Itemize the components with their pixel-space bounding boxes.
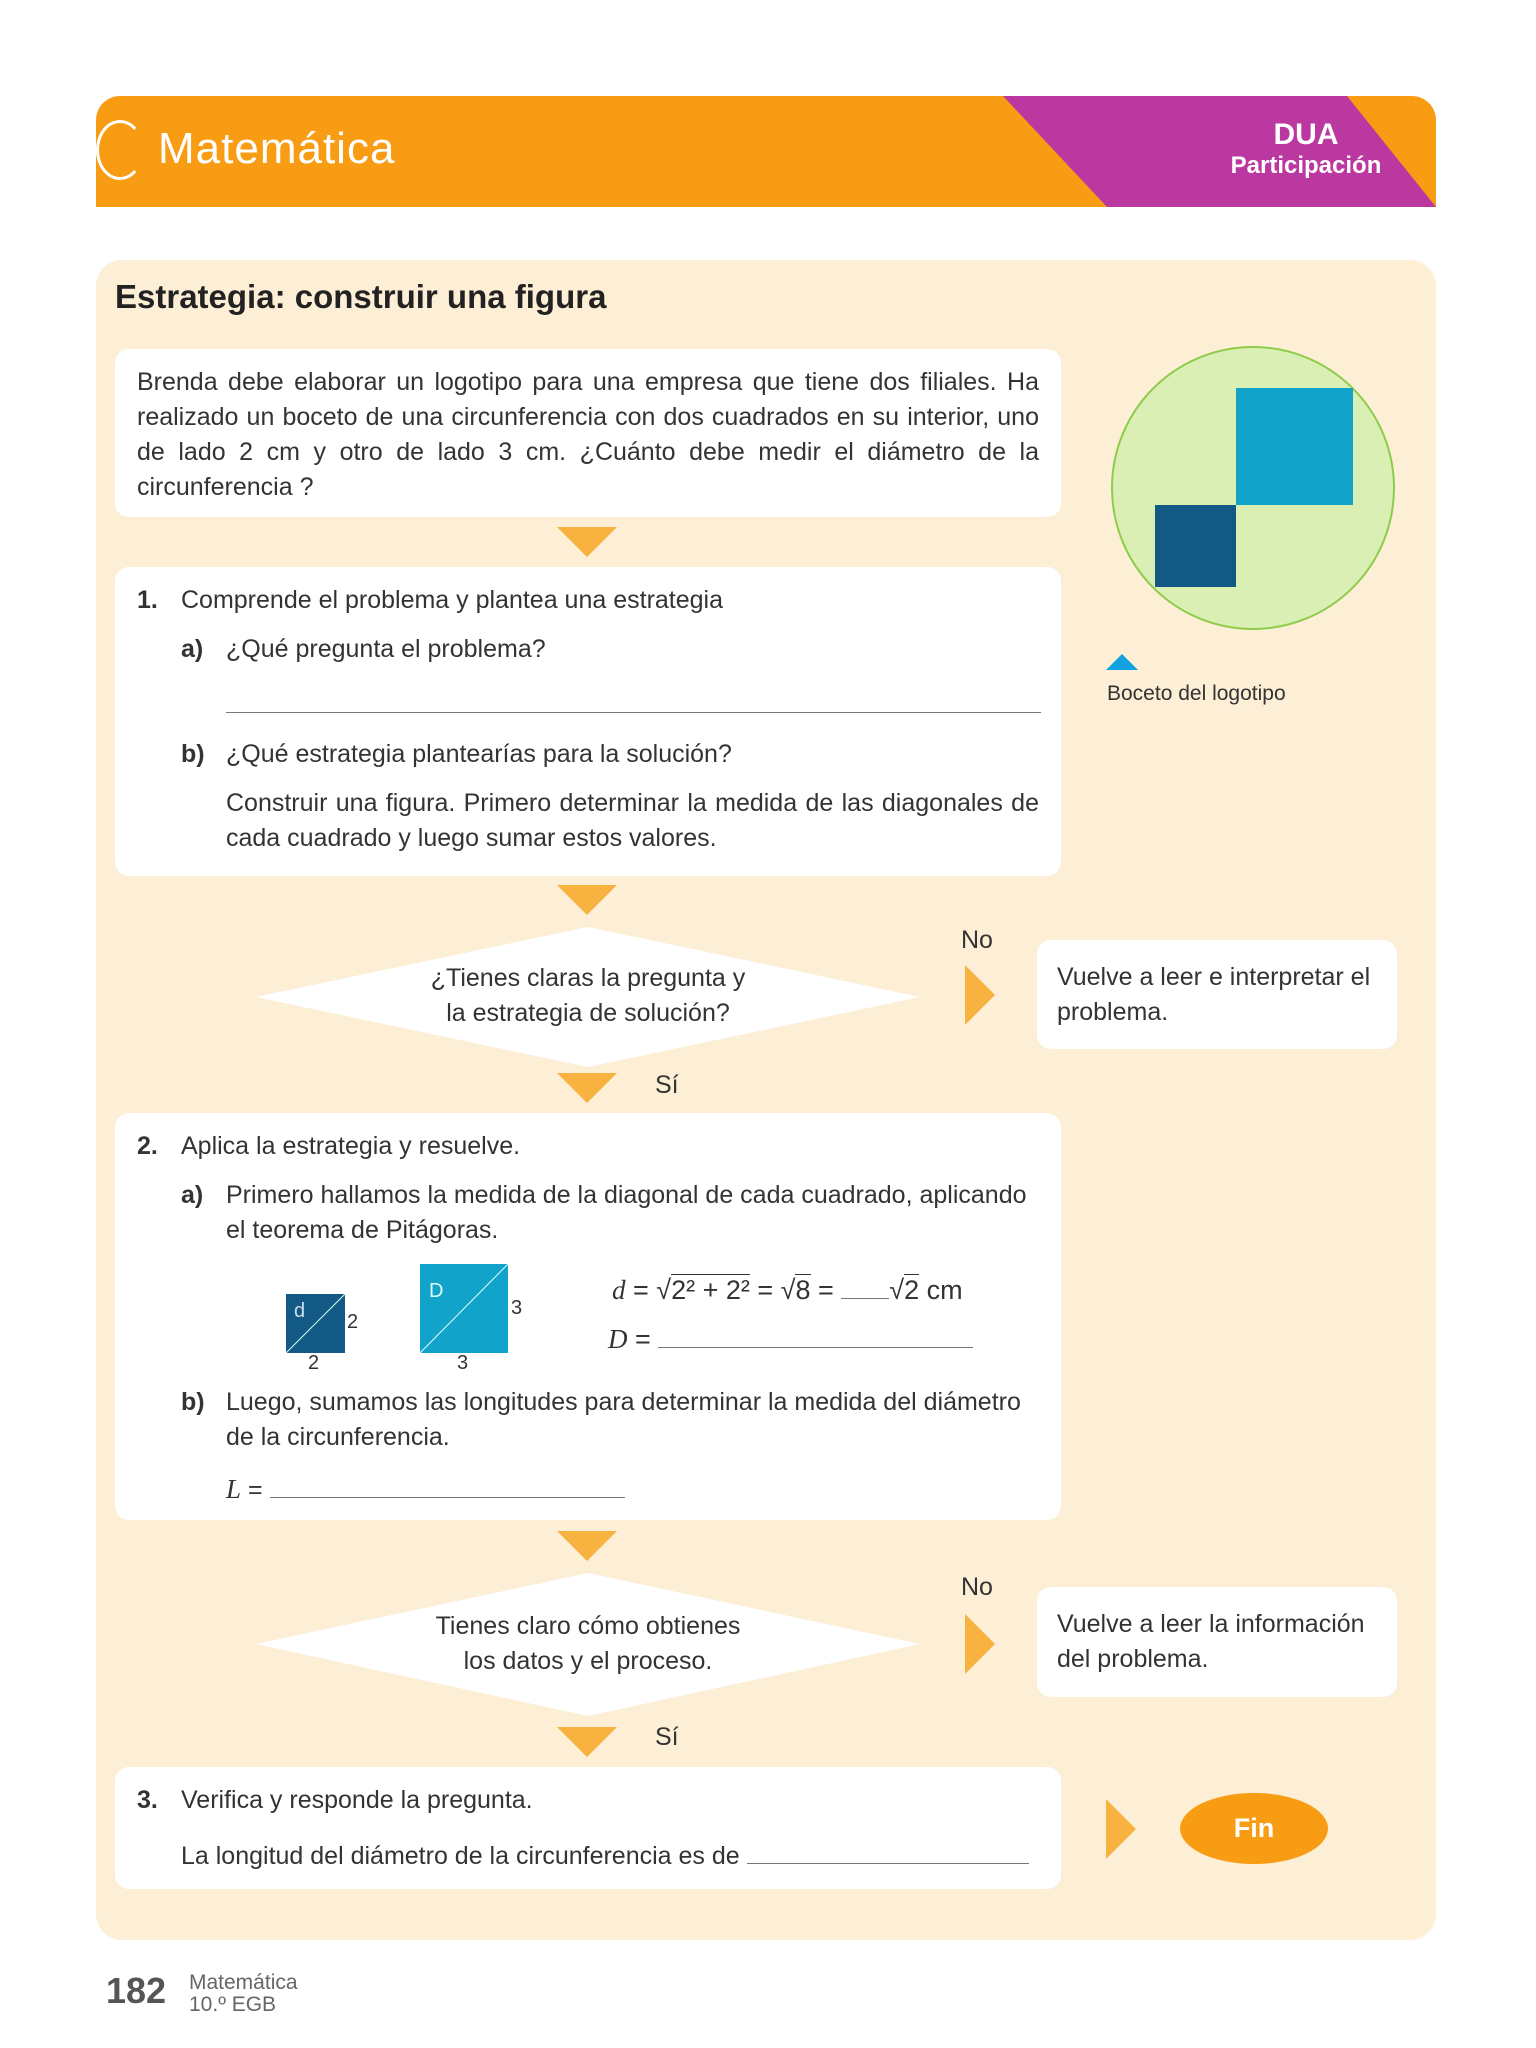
big-square-side-label: 3 [511,1297,523,1319]
flow-arrow-down-icon [557,1727,617,1757]
flow-arrow-down-icon [557,527,617,557]
step3-answer-line[interactable] [747,1838,1029,1864]
equation-d: d = √2² + 2² = √8 = √2 cm [612,1275,963,1305]
decision1-no-action: Vuelve a leer e interpretar el problema. [1057,963,1371,1026]
eq-L-var: L [226,1474,242,1504]
dua-badge [1136,118,1436,180]
step1-a-label: a) [181,635,204,663]
decision2-no-label: No [961,1573,993,1601]
logo-sketch-figure [1108,344,1400,636]
footer-subject: Matemática [189,1971,298,1994]
flow-arrow-right-icon [965,965,995,1025]
step1-a-answer-line[interactable] [226,677,1041,713]
fin-badge: Fin [1180,1793,1328,1864]
decision2-no-action: Vuelve a leer la información del problema. [1057,1610,1365,1673]
flow-arrow-down-icon [557,1073,617,1103]
page-title: Estrategia: construir una figura [115,278,607,315]
problem-box [115,349,1061,517]
small-square-diagonal-label: d [294,1300,306,1322]
eq-d-blank[interactable] [841,1273,889,1299]
step1-b-question: ¿Qué estrategia plantearías para la solución? [226,740,732,768]
flow-arrow-right-icon [1106,1799,1136,1859]
dua-label: DUA [1273,118,1339,151]
big-square-base-label: 3 [457,1352,469,1374]
decision1-no-label: No [961,926,993,954]
decision2-no-box [1037,1587,1397,1697]
equation-L: L = [226,1472,625,1505]
step2-number: 2. [137,1132,158,1160]
problem-text: Brenda debe elaborar un logotipo para una empresa que tiene dos filiales. Ha realizado un boceto de una circunferencia con dos cuadrados en su interior, uno de lado 2 cm y otro de lado 3 cm. ¿Cuánto debe medir el diámetro de la circunferencia ? [137,368,1039,501]
step1-b-answer: Construir una figura. Primero determinar la medida de las diagonales de cada cuadrado y luego sumar estos valores. [226,789,1039,852]
step2-b-label: b) [181,1388,205,1416]
subject-title: Matemática [158,124,396,173]
decision2-text [256,1609,920,1679]
step3-title: Verifica y responde la pregunta. [181,1786,533,1814]
decision1-line2: la estrategia de solución? [446,999,730,1027]
eq-d-var: d [612,1275,626,1305]
equation-D: D = [608,1322,973,1355]
step1-box [115,567,1061,876]
step1-a-question: ¿Qué pregunta el problema? [226,635,546,663]
footer-grade: 10.º EGB [189,1993,277,2016]
big-square [420,1264,508,1353]
decision1-text [256,961,920,1031]
step3-number: 3. [137,1786,158,1814]
header-banner [96,96,1436,207]
subject-logo-icon [96,120,144,180]
decision2-line1: Tienes claro cómo obtienes [435,1612,741,1640]
footer-info [189,1972,298,2016]
eq-d-sqrt8: 8 [795,1275,811,1305]
step3-answer-prompt: La longitud del diámetro de la circunferencia es de [181,1842,740,1870]
eq-D-var: D [608,1324,628,1354]
dua-sub-label: Participación [1230,152,1382,179]
small-square-side-label: 2 [347,1311,359,1333]
page-number: 182 [106,1970,167,2011]
eq-D-blank[interactable] [658,1322,973,1348]
step2-box [115,1113,1061,1520]
small-square-base-label: 2 [308,1352,320,1374]
step1-number: 1. [137,586,158,614]
step3-box [115,1767,1061,1889]
step1-title: Comprende el problema y plantea una estrategia [181,586,724,614]
eq-d-radicand: 2² + 2² [671,1275,750,1305]
eq-L-blank[interactable] [270,1472,625,1498]
decision2-line2: los datos y el proceso. [463,1647,713,1675]
decision2-yes-label: Sí [655,1723,679,1751]
flow-arrow-down-icon [557,885,617,915]
eq-d-sqrt2: 2 [904,1275,920,1305]
step2-a-label: a) [181,1181,204,1209]
eq-d-unit: cm [926,1275,963,1305]
flow-arrow-right-icon [965,1614,995,1674]
decision1-no-box [1037,940,1397,1049]
figure-caption: Boceto del logotipo [1107,682,1286,705]
decision1-yes-label: Sí [655,1071,679,1099]
step2-title: Aplica la estrategia y resuelve. [181,1132,521,1160]
flow-arrow-down-icon [557,1531,617,1561]
caption-triangle-icon [1106,654,1138,670]
small-square [286,1294,345,1353]
big-square-diagonal-label: D [429,1280,444,1302]
step1-b-label: b) [181,740,205,768]
step2-b-text: Luego, sumamos las longitudes para determinar la medida del diámetro de la circunferencia. [226,1388,1021,1451]
decision1-line1: ¿Tienes claras la pregunta y [430,964,746,992]
step2-b [181,1385,1039,1455]
step2-a-text: Primero hallamos la medida de la diagonal de cada cuadrado, aplicando el teorema de Pitágoras. [226,1181,1027,1244]
